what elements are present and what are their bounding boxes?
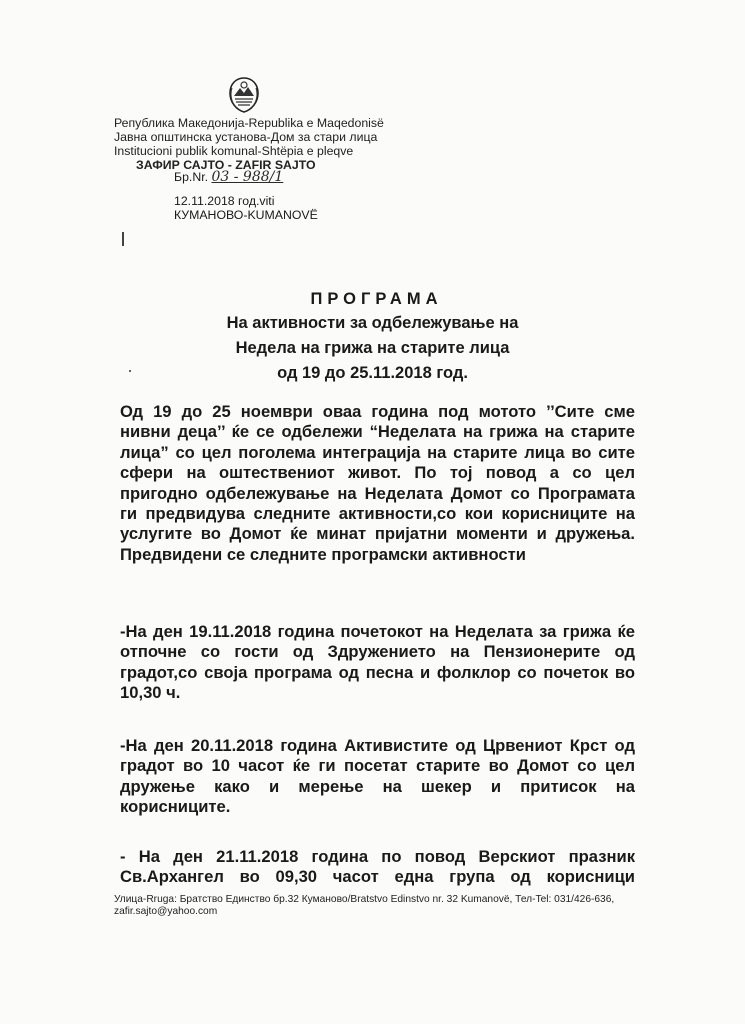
header-name: ЗАФИР САЈТО - ZAFIR SAJTO [136,158,316,172]
text-line: нивни деца’’ ќе се одбележи “Неделата на грижа на старите [120,422,635,442]
header-institution-al: Institucioni publik komunal-Shtëpia e pleqve [114,144,354,158]
coat-of-arms-emblem [226,76,262,114]
reg-label: Бр.Nr. [174,170,209,184]
registration-line [174,170,283,184]
text-line: градот во 10 часот ќе ги посетат старите во Домот со цел [120,756,635,776]
text-line: ги предвидува следните активности,со кои корисниците на [120,503,635,523]
activity-3-paragraph [120,847,635,888]
text-line: -На ден 20.11.2018 година Активистите од Црвениот Крст од [120,736,635,755]
title-line-1: На активности за одбележување на [226,314,519,332]
activity-1-paragraph [120,622,635,704]
text-line: градот,со своја програма од песна и фолклор со почеток во [120,662,635,682]
footer-address: Улица-Rruga: Братство Единство бр.32 Куманово/Bratstvo Edinstvo nr. 32 Kumanovë, Тел-Tel: 031/426-636, [114,894,615,905]
text-line: -На ден 19.11.2018 година почетокот на Неделата за грижа ќе [120,622,635,641]
text-line: услугите во Домот ќе минат пријатни моменти и дружења. [120,524,635,544]
text-line: - На ден 21.11.2018 година по повод Верскиот празник [120,847,635,866]
text-line: корисниците. [120,797,231,817]
title-line-2: Недела на грижа на старите лица [235,339,510,357]
header-country: Република Македонија-Republika e Maqedonisë [114,116,384,130]
intro-paragraph [120,402,635,565]
footer-email: zafir.sajto@yahoo.com [114,906,218,917]
header-institution-mk: Јавна општинска установа-Дом за стари лица [114,130,378,144]
activity-2-paragraph [120,736,635,818]
text-line: Предвидени се следните програмски активности [120,544,526,564]
text-line: сфери на оштествениот живот. По тој повод а со цел [120,463,635,483]
text-line: отпочне со гости од Здружението на Пензионерите од [120,642,635,662]
text-line: дружење како и мерење на шекер и притисок на [120,776,635,796]
text-line: пригодно одбележување на Неделата Домот со Програмата [120,483,635,503]
header-date: 12.11.2018 год.viti [174,194,275,208]
text-line: лица” со цел поголема интеграција на старите лица во сите [120,442,635,462]
text-line: Од 19 до 25 ноември оваа година под мотото ’’Сите сме [120,402,635,421]
reg-number-handwritten: 03 - 988/1 [211,169,284,185]
text-line: 10,30 ч. [120,683,181,703]
margin-mark [122,232,124,246]
header-city: КУМАНОВО-KUMANOVË [174,208,318,222]
title-line-3: од 19 до 25.11.2018 год. [277,364,468,382]
document-heading: ПРОГРАМА [310,290,443,308]
text-line: Св.Архангел во 09,30 часот една група од корисници [120,867,635,887]
